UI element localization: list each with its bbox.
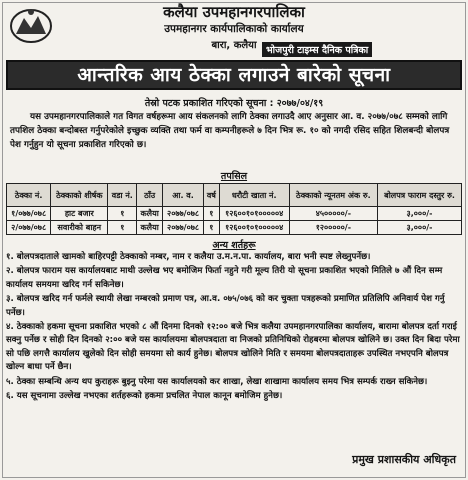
table-cell: १२६००१०१०००००४ (219, 207, 289, 221)
table-cell: १ (204, 221, 220, 235)
table-cell: १२०००००/- (289, 221, 377, 235)
office-name: उपमहानगर कार्यपालिकाको कार्यालय (164, 23, 304, 35)
intro-paragraph: यस उपमहानगरपालिकाले गत विगत वर्षहरूमा आय संकलनको लागि ठेक्का लगाउदै आए अनुसार आ. व. २०७७/०७८ सम्मको लागि तपशिल ठेक्का बन्दोबस्त गर्नुपरेकोले इच्छुक व्यक्ति तथा फर्म वा कम्पनीहरूले ७ दिन भित्र रू. १० को नगदी रसिद सहित शिलबन्दी बोलपत्र पेश गर्नुहुन यो सूचना प्रकाशित गरिएको छ। (10, 112, 450, 150)
col-header: आ. व. (163, 184, 204, 207)
table-cell: हाट बजार (51, 207, 108, 221)
col-header: ठेक्का नं. (7, 184, 51, 207)
publication-date: तेस्रो पटक प्रकाशित गरिएको सूचना : २०७७/०४/१९ (144, 98, 324, 109)
col-header: वर्ष (204, 184, 220, 207)
condition-item: ३. बोलपत्र खरिद गर्न फर्मले स्थायी लेखा नम्बरको प्रमाण पत्र, आ.व. ०७५/०७६ को कर चुक्ता पत्रहरूको प्रमाणित प्रतिलिपि अनिवार्य पेश गर्नु पर्नेछ। (6, 294, 445, 318)
conditions-list (6, 251, 460, 404)
table-cell: १२६००१०१०००००४ (219, 221, 289, 235)
tender-table (6, 183, 462, 235)
table-cell: १ (204, 207, 220, 221)
condition-item: ५. ठेक्का सम्बन्धि अन्य थप कुराहरू बुझ्नु परेमा यस कार्यालयको कर शाखा, लेखा शाखामा कार्यालय समय भित्र सम्पर्क राख्न सकिनेछ। (6, 376, 428, 387)
org-name: कलैया उपमहानगरपालिका (163, 3, 305, 21)
col-header: बोलपत्र फाराम दस्तुर रु. (378, 184, 462, 207)
table-row (7, 207, 462, 221)
table-cell: २/०७७/०७८ (7, 221, 51, 235)
table-cell: कलैया (137, 207, 163, 221)
col-header: धरौटी खाता नं. (219, 184, 289, 207)
table-row (7, 221, 462, 235)
condition-item: ६. यस सूचनामा उल्लेख नभएका शर्तहरूको हकमा प्रचलित नेपाल कानून बमोजिम हुनेछ। (6, 391, 283, 402)
condition-item: २. बोलपत्र फाराम यस कार्यालयबाट माथी उल्लेख भए बमोजिम फिर्ता नहुने गरी मूल्य तिरी यो सूचना प्रकाशित भएको मितिले ७ औं दिन सम्म कार्यालय समयमा खरिद गर्न सकिनेछ। (6, 266, 443, 290)
condition-item: ४. ठेक्काको हकमा सूचना प्रकाशित भएको ८ औं दिनमा दिनको १२:०० बजे भित्र कलैया उपमहानगरपालिका कार्यालय, बारामा बोलपत्र दर्ता गराई सक्नु पर्नेछ र सोही दिन दिनको २:०० बजे यस कार्यालयमा बोलपत्रदाता वा निजको प्रतिनिधिको रोहबरमा बोलपत्र खोलिने छ। उक्त दिन बिदा परेमा सो पछि लगत्तै कार्यालय खुलेको दिन सोही समयमा सो कार्य हुनेछ। बोलपत्र खोलिने मिति र समयमा बोलपत्रदाताहरू उपस्थित नभएपनि बोलपत्र खोल्न बाधा पर्ने छैन। (6, 322, 460, 373)
table-cell: ४५०००००/- (289, 207, 377, 221)
table-cell: ३,०००/- (378, 207, 462, 221)
table-cell: कलैया (137, 221, 163, 235)
condition-item: १. बोलपत्रदाताले खामको बाहिरपट्टी ठेक्काको नम्बर, नाम र कलैया उ.म.न.पा. कार्यालय, बारा भनी स्पष्ट लेख्नुपर्नेछ। (6, 252, 371, 262)
newspaper-name: भोजपुरी टाइम्स दैनिक पत्रिका (262, 42, 372, 57)
col-header: वडा नं. (108, 184, 137, 207)
table-cell: १/०७७/०७८ (7, 207, 51, 221)
col-header: ठाँउ (137, 184, 163, 207)
address: बारा, कलैया (211, 40, 257, 51)
table-cell: २०७७/०७८ (163, 207, 204, 221)
table-cell: सवारीको बाहन (51, 221, 108, 235)
table-cell: २०७७/०७८ (163, 221, 204, 235)
col-header: ठेक्काको शीर्षक (51, 184, 108, 207)
conditions-caption: अन्य शर्तहरू (212, 240, 256, 251)
table-cell: ३,०००/- (378, 221, 462, 235)
col-header: ठेक्काको न्यूनतम अंक रु. (289, 184, 377, 207)
signature: प्रमुख प्रशासकीय अधिकृत (352, 453, 456, 466)
notice-title: आन्तरिक आय ठेक्का लगाउने बारेको सूचना (6, 60, 462, 90)
table-caption: तपसिल (220, 171, 248, 182)
table-header-row (7, 184, 462, 207)
table-cell: १ (108, 221, 137, 235)
table-cell: १ (108, 207, 137, 221)
